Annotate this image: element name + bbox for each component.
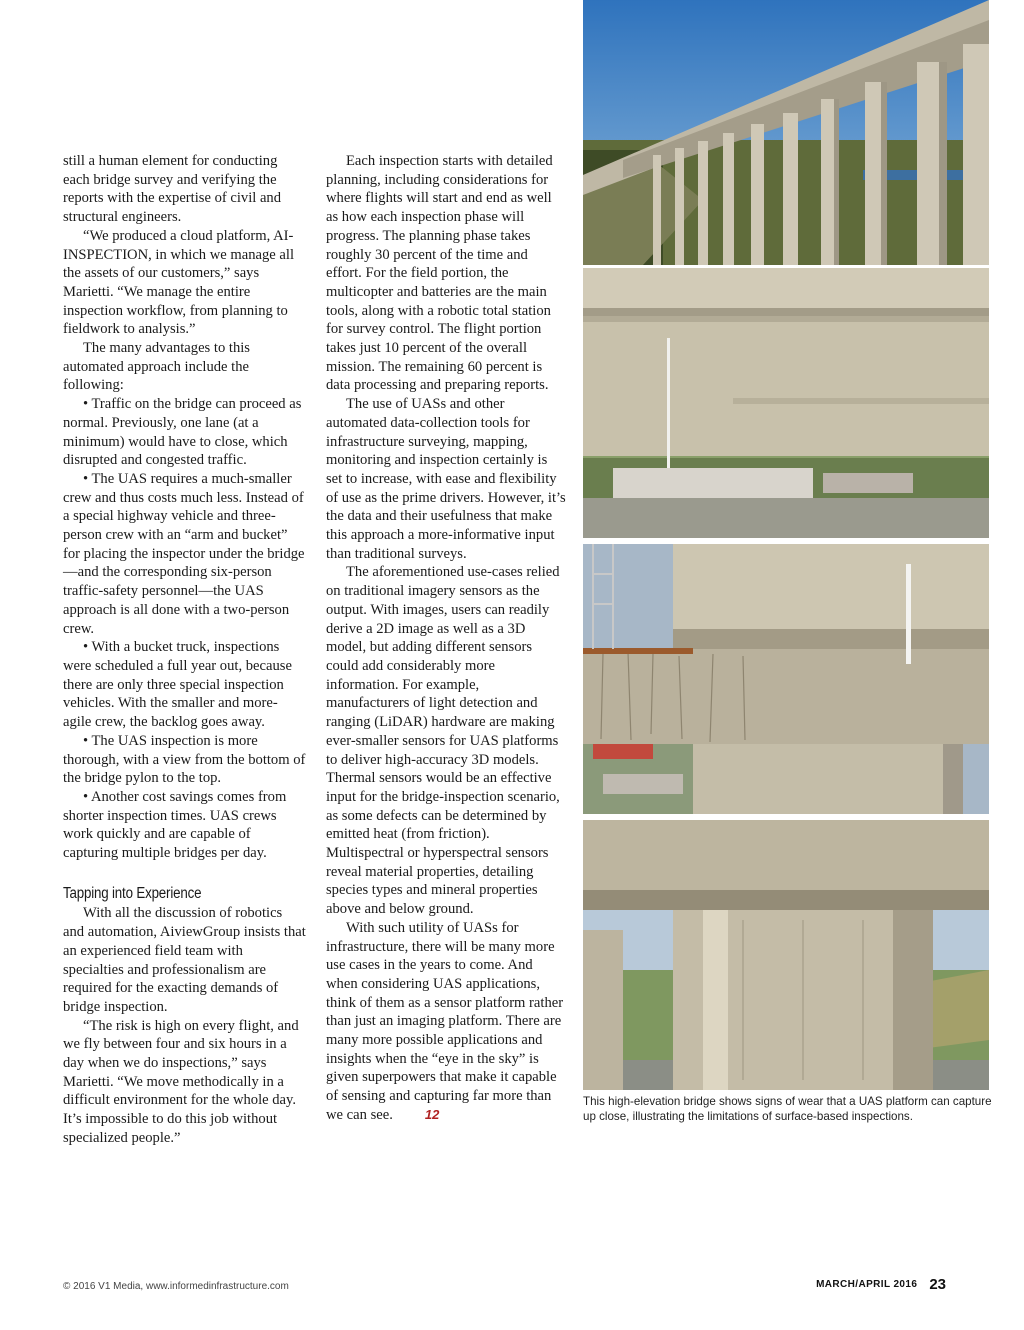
paragraph: The many advantages to this automated approach include the following: [63,340,250,394]
paragraph: With all the discussion of robotics and automation, AiviewGroup insists that an experienced field team with specialties and professionalism are required for the exacting demands of bridge inspection. [63,905,306,1015]
article-column-1 [63,152,306,1148]
bridge-photo-piers [583,820,989,1090]
bullet-item: • The UAS requires a much-smaller crew and thus costs much less. Instead of a special highway vehicle and three-person crew with an “arm and bucket” for placing the inspector under the bridge—and the corresponding six-person traffic-safety personnel—the UAS approach is all done with a two-person crew. [63,470,305,637]
paragraph: “We produced a cloud platform, AI-INSPECTION, in which we manage all the assets of our customers,” says Marietti. “We manage the entire inspection workflow, from planning to fieldwork to analysis.” [63,227,295,338]
paragraph: still a human element for conducting each bridge survey and verifying the reports with the expertise of civil and structural engineers. [63,153,282,226]
end-mark: 12 [424,1106,440,1122]
paragraph: The use of UASs and other automated data-collection tools for infrastructure surveying, mapping, monitoring and inspection certainly is set to increase, with ease and flexibility of use as the prime drivers. However, it’s the data and their usefulness that make this approach a more-informative input than traditional surveys. [326,396,566,562]
bridge-photo-pier-cap [583,544,989,814]
paragraph-text: With such utility of UASs for infrastructure, there will be many more use cases in the years to come. And when considering UAS applications, think of them as a sensor platform rather than just an imaging platform. There are many more possible applications and insights when the “eye in the sky” is given superpowers that make it capable of sensing and capturing far more than we can see. [326,919,564,1123]
page-number: 23 [929,1276,946,1293]
footer-folio [816,1276,946,1294]
bullet-item: • Traffic on the bridge can proceed as normal. Previously, one lane (at a minimum) would have to close, which disrupted and congested traffic. [63,396,302,469]
figure-caption: This high-elevation bridge shows signs of wear that a UAS platform can capture up close, illustrating the limitations of surface-based inspections. [583,1095,992,1123]
bridge-photo-deck [583,268,989,538]
bullet-item: • Another cost savings comes from shorter inspection times. UAS crews work quickly and are capable of capturing multiple bridges per day. [63,788,287,862]
paragraph: “The risk is high on every flight, and we fly between four and six hours in a day when we do inspections,” says Marietti. “We move methodically in a difficult environment for the whole day. It’s impossible to do this job without specialized people.” [63,1017,299,1146]
article-column-2 [326,152,566,1125]
paragraph: Each inspection starts with detailed planning, including considerations for where flights will start and end as well as how each inspection phase will progress. The planning phase takes roughly 30 percent of the time and effort. For the field portion, the multicopter and batteries are the main tools, along with a robotic total station for survey control. The flight portion takes just 10 percent of the overall mission. The remaining 60 percent is data processing and preparing reports. [326,153,553,394]
paragraph: The aforementioned use-cases relied on traditional imagery sensors as the output. With images, users can readily derive a 2D image as well as a 3D model, but adding different sensors could add considerably more information. For example, manufacturers of light detection and ranging (LiDAR) hardware are making ever-smaller sensors for UAS platforms to deliver high-accuracy 3D models. Thermal sensors would be an effective input for the bridge-inspection scenario, as some defects can be determined by emitted heat (from friction). Multispectral or hyperspectral sensors reveal material properties, detailing species types and mineral properties above and below ground. [326,564,560,918]
bullet-item: • The UAS inspection is more thorough, with a view from the bottom of the bridge pylon to the top. [63,732,306,787]
footer-copyright: © 2016 V1 Media, www.informedinfrastructure.com [63,1281,289,1292]
paragraph [326,919,566,1125]
issue-date: MARCH/APRIL 2016 [816,1279,918,1290]
section-subhead: Tapping into Experience [63,884,202,902]
bridge-photo-viaduct [583,0,989,265]
bullet-item: • With a bucket truck, inspections were scheduled a full year out, because there are only three special inspection vehicles. With the smaller and more-agile crew, the backlog goes away. [63,639,292,731]
